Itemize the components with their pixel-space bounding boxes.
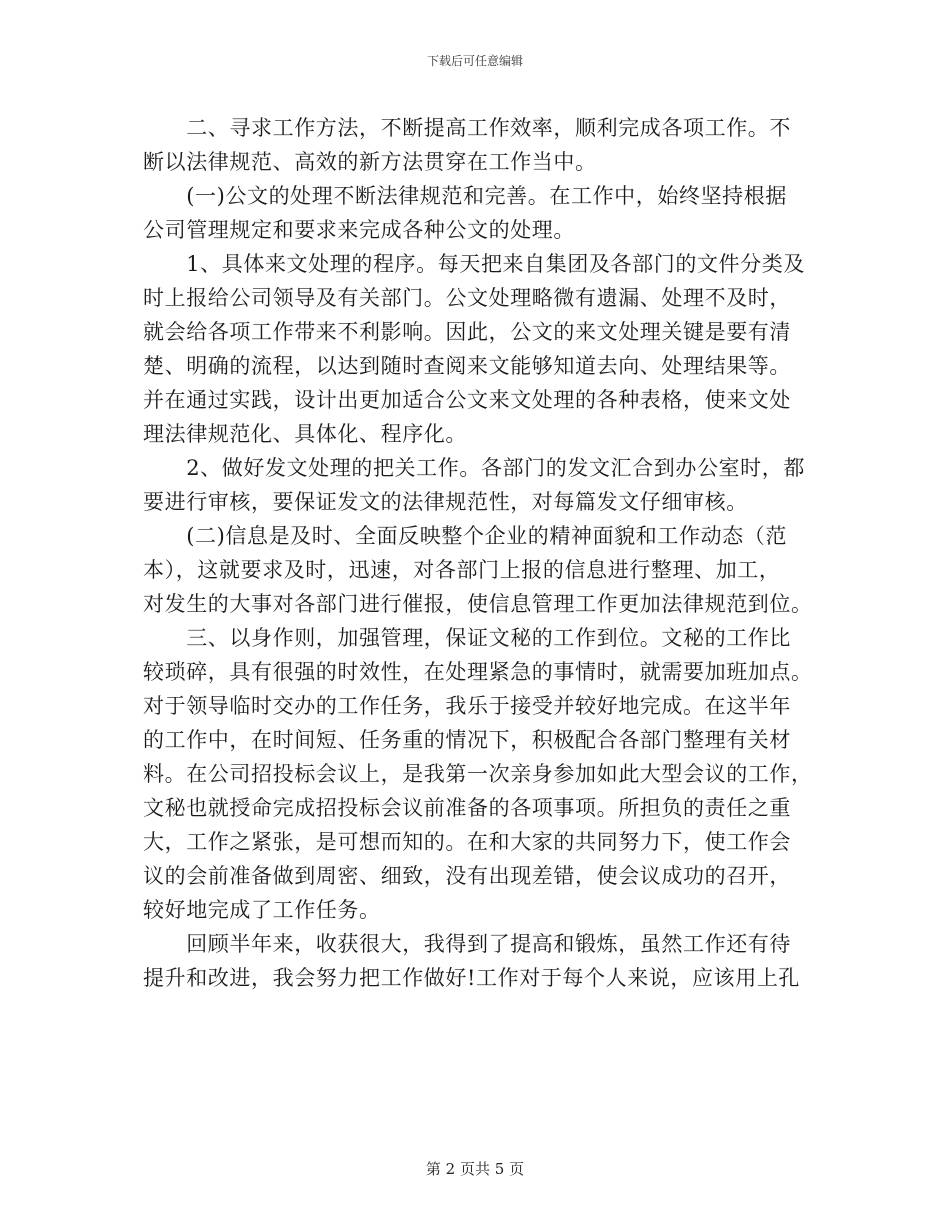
text-line: 文秘也就授命完成招投标会议前准备的各项事项。所担负的责任之重 — [143, 796, 791, 820]
text-line: 1、具体来文处理的程序。每天把来自集团及各部门的文件分类及 — [143, 252, 805, 276]
text-line: 较琐碎，具有很强的时效性，在处理紧急的事情时，就需要加班加点。 — [143, 660, 813, 684]
text-line: 三、以身作则，加强管理，保证文秘的工作到位。文秘的工作比 — [143, 626, 791, 650]
text-line: 楚、明确的流程，以达到随时查阅来文能够知道去向、处理结果等。 — [143, 354, 791, 378]
text-line: 料。在公司招投标会议上，是我第一次亲身参加如此大型会议的工作， — [143, 762, 813, 786]
text-line: 对发生的大事对各部门进行催报，使信息管理工作更加法律规范到位。 — [143, 592, 813, 616]
text-line: 较好地完成了工作任务。 — [143, 898, 381, 922]
text-line: 时上报给公司领导及有关部门。公文处理略微有遗漏、处理不及时， — [143, 286, 791, 310]
paragraph — [143, 179, 809, 247]
text-line: 提升和改进，我会努力把工作做好!工作对于每个人来说，应该用上孔 — [143, 966, 801, 990]
page-header: 下载后可任意编辑 — [426, 54, 523, 68]
text-line: 大，工作之紧张，是可想而知的。在和大家的共同努力下，使工作会 — [143, 830, 791, 854]
page-footer: 第 2 页共 5 页 — [425, 1160, 525, 1178]
text-line: 议的会前准备做到周密、细致，没有出现差错，使会议成功的召开， — [143, 864, 791, 888]
text-line: 公司管理规定和要求来完成各种公文的处理。 — [143, 218, 575, 242]
paragraph — [143, 519, 813, 621]
document-body — [143, 111, 813, 995]
text-line: 本），这就要求及时，迅速，对各部门上报的信息进行整理、加工， — [143, 558, 781, 582]
text-line: 并在通过实践，设计出更加适合公文来文处理的各种表格，使来文处 — [143, 388, 791, 412]
text-line: 断以法律规范、高效的新方法贯穿在工作当中。 — [143, 150, 597, 174]
text-line: 对于领导临时交办的工作任务，我乐于接受并较好地完成。在这半年 — [143, 694, 791, 718]
text-line: 理法律规范化、具体化、程序化。 — [143, 422, 467, 446]
paragraph — [143, 451, 809, 519]
text-line: (一)公文的处理不断法律规范和完善。在工作中，始终坚持根据 — [143, 184, 787, 208]
text-line: 要进行审核，要保证发文的法律规范性，对每篇发文仔细审核。 — [143, 490, 748, 514]
text-line: 的工作中，在时间短、任务重的情况下，积极配合各部门整理有关材 — [143, 728, 791, 752]
text-line: 回顾半年来，收获很大，我得到了提高和锻炼，虽然工作还有待 — [143, 932, 791, 956]
paragraph — [143, 111, 809, 179]
paragraph — [143, 621, 813, 927]
text-line: (二)信息是及时、全面反映整个企业的精神面貌和工作动态（范 — [143, 524, 787, 548]
text-line: 二、寻求工作方法，不断提高工作效率，顺利完成各项工作。不 — [143, 116, 791, 140]
text-line: 2、做好发文处理的把关工作。各部门的发文汇合到办公室时，都 — [143, 456, 805, 480]
paragraph — [143, 247, 809, 451]
text-line: 就会给各项工作带来不利影响。因此，公文的来文处理关键是要有清 — [143, 320, 791, 344]
paragraph — [143, 927, 809, 995]
